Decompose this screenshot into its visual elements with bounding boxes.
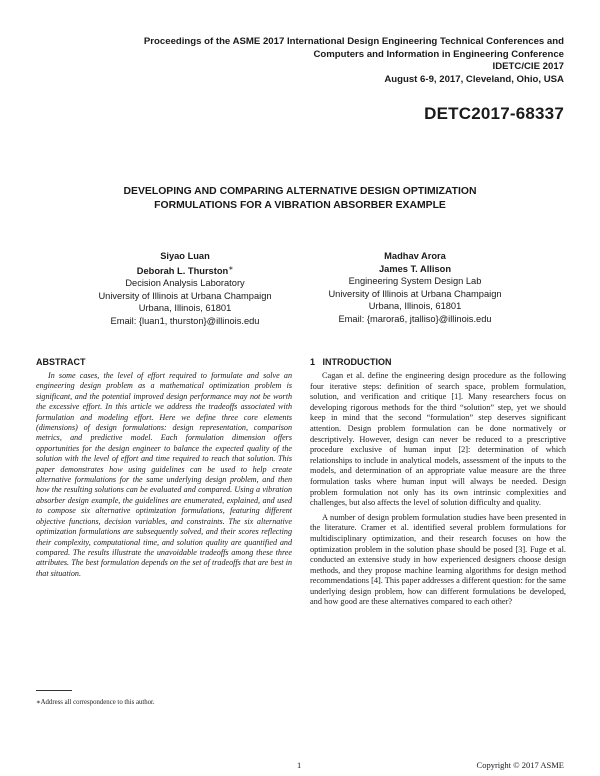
proceedings-header <box>94 36 564 86</box>
page-number: 1 <box>297 760 302 770</box>
abstract-heading: ABSTRACT <box>36 357 86 367</box>
left-column <box>36 357 292 579</box>
proceedings-line: Proceedings of the ASME 2017 International Design Engineering Technical Conferences and <box>143 36 564 47</box>
author-affiliation: Engineering System Design Lab <box>348 276 482 286</box>
author-affiliation: Decision Analysis Laboratory <box>125 278 245 289</box>
author-email: Email: {luan1, thurston}@illinois.edu <box>110 315 260 326</box>
abstract-text: In some cases, the level of effort required to formulate and solve an engineering design problem as a mathematical optimization problem is significant, and the potential improved design performance may not be worth the excessive effort. In this article we address the tradeoffs associated with formulation and modeling effort. Here we define three core elements (dimensions) of design formulations: design representation, comparison metrics, and predictive model. Each formulation dimension offers opportunities for the design engineer to balance the expected quality of the solution with the level of effort and time required to reach that solution. This paper demonstrates how using guidelines can be used to help create alternative formulations for the same underlying design problem, and then how the resulting solutions can be evaluated and compared. Using a vibration absorber design example, the guidelines are enumerated, explained, and used to compose six alternative optimization formulations, featuring different objective functions, decision variables, and constraints. The six alternative optimization formulations are subsequently solved, and their scores reflecting their complexity, computational time, and solution quality are quantified and compared. The results illustrate the unavoidable tradeoffs among these three attributes. The best formulation depends on the set of tradeoffs that are best in that situation. <box>36 371 292 578</box>
title-line: FORMULATIONS FOR A VIBRATION ABSORBER EXAMPLE <box>154 199 446 211</box>
proceedings-line: IDETC/CIE 2017 <box>492 61 564 73</box>
author-email: Email: {marora6, jtalliso}@illinois.edu <box>338 313 492 324</box>
author-institution: University of Illinois at Urbana Champaign <box>328 288 502 299</box>
copyright-notice: Copyright © 2017 ASME <box>476 760 564 770</box>
author-institution: University of Illinois at Urbana Champaign <box>98 290 272 301</box>
footnote-rule <box>36 690 72 691</box>
proceedings-line: August 6-9, 2017, Cleveland, Ohio, USA <box>384 73 564 85</box>
author-name: James T. Allison <box>379 263 451 274</box>
paper-id: DETC2017-68337 <box>424 104 564 123</box>
right-column <box>310 357 566 612</box>
author-location: Urbana, Illinois, 61801 <box>138 303 232 314</box>
proceedings-line: Computers and Information in Engineering Conference <box>313 48 564 60</box>
author-block-left <box>55 250 315 327</box>
author-name: Madhav Arora <box>384 251 446 261</box>
body-paragraph: Cagan et al. define the engineering design procedure as the following four iterative steps: definition of search space, problem formulation, solution, and verification and critique [1]. Many researchers focus on developing rigorous methods for the third “solution” step, yet we should keep in mind that the second “formulation” step deserves significant attention. Design problem formulation can be done normatively or descriptively. However, design can never be reduced to a prescriptive procedure exclusive of human input [2]: determination of which relationships to include in analytical models, assessment of the inputs to the models, and determination of an appropriate value measure are the three formulation tasks where human input will always be needed. Design problem formulation not only has its own intrinsic complexities and challenges, but also affects the level of solution difficulty and quality. <box>310 371 566 508</box>
corresponding-mark: ∗ <box>228 265 234 272</box>
author-name: Siyao Luan <box>160 251 210 261</box>
author-block-right <box>285 250 545 325</box>
author-location: Urbana, Illinois, 61801 <box>368 301 462 311</box>
introduction-heading: 1 INTRODUCTION <box>310 357 392 367</box>
paper-title <box>60 185 540 212</box>
body-paragraph: A number of design problem formulation studies have been presented in the literature. Cramer et al. identified several problem formulations for multidisciplinary optimization, and their research focuses on how the optimization problem in the solution phase should be posed [3]. Fuge et al. conducted an extensive study in how experienced designers choose design methods, and they propose machine learning algorithms for design method recommendations [4]. This paper addresses a different question: for the same underlying design problem, how can different formulations be developed, and how good are these alternatives compared to each other? <box>310 512 566 607</box>
footnote: ∗Address all correspondence to this author. <box>36 699 155 706</box>
title-line: DEVELOPING AND COMPARING ALTERNATIVE DESIGN OPTIMIZATION <box>123 186 477 197</box>
author-name: Deborah L. Thurston <box>136 265 229 276</box>
author-name-corresponding <box>55 263 315 278</box>
